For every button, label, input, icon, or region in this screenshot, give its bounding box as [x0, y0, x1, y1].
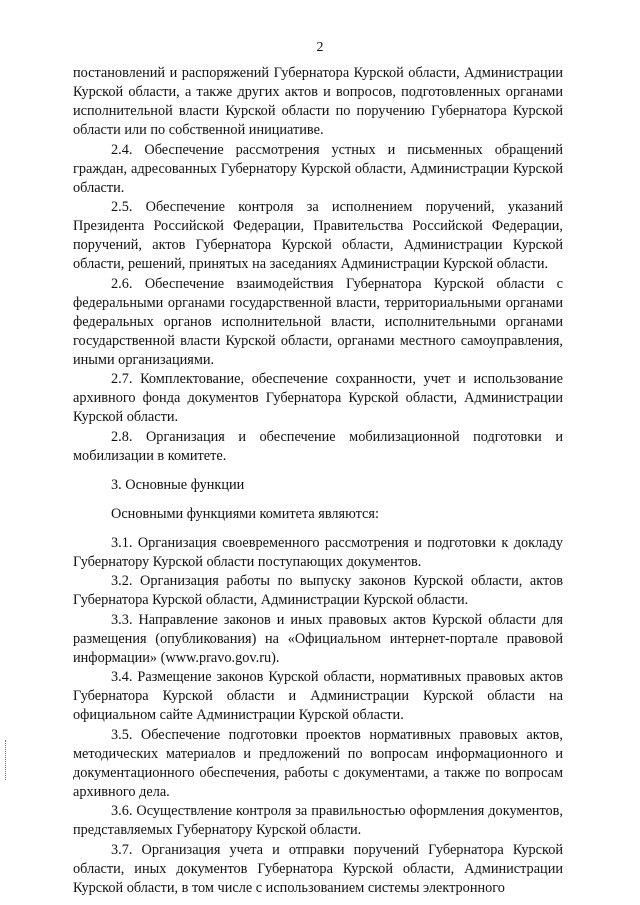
section-spacer — [73, 466, 563, 476]
function-3-1: 3.1. Организация своевременного рассмотрения и подготовки к докладу Губернатору Курской области поступающих документов. — [73, 534, 563, 570]
paragraph-2-7: 2.7. Комплектование, обеспечение сохранности, учет и использование архивного фонда документов Губернатора Курской области, Администрации Курской области. — [73, 371, 563, 425]
section-heading: 3. Основные функции — [111, 476, 245, 493]
function-3-3: 3.3. Направление законов и иных правовых актов Курской области для размещения (опубликования) на «Официальном интернет-портале правовой информации» (www.pravo.gov.ru). — [73, 611, 563, 666]
section-intro: Основными функциями комитета являются: — [111, 505, 379, 522]
function-3-6: 3.6. Осуществление контроля за правильностью оформления документов, представляемых Губернатору Курской области. — [73, 803, 563, 838]
section-spacer — [73, 524, 563, 534]
paragraph-2-5: 2.5. Обеспечение контроля за исполнением поручений, указаний Президента Российской Федерации, Правительства Российской Федерации, поручений, актов Губернатора Курской области, Администрации Курской области, решений, принятых на заседаниях Администрации Курской области. — [73, 199, 563, 272]
paragraph-2-8: 2.8. Организация и обеспечение мобилизационной подготовки и мобилизации в комитете. — [73, 428, 563, 464]
function-3-2: 3.2. Организация работы по выпуску законов Курской области, актов Губернатора Курской области, Администрации Курской области. — [73, 573, 563, 608]
function-3-7: 3.7. Организация учета и отправки поручений Губернатора Курской области, иных документов Губернатора Курской области, Администрации Курской области, в том числе с использованием системы электронного — [73, 841, 563, 896]
function-3-4: 3.4. Размещение законов Курской области, нормативных правовых актов Губернатора Курской области и Администрации Курской области на официальном сайте Администрации Курской области. — [73, 669, 563, 723]
scan-edge-mark — [5, 740, 7, 780]
section-spacer — [73, 495, 563, 505]
document-body — [73, 64, 563, 898]
page-number: 2 — [316, 40, 324, 55]
function-3-5: 3.5. Обеспечение подготовки проектов нормативных правовых актов, методических материалов и предложений по вопросам информационного и документационного обеспечения, работы с документами, а также по вопросам архивного дела. — [73, 726, 563, 800]
paragraph-2-4: 2.4. Обеспечение рассмотрения устных и письменных обращений граждан, адресованных Губернатору Курской области, Администрации Курской области. — [73, 141, 563, 196]
paragraph-continuation: постановлений и распоряжений Губернатора Курской области, Администрации Курской области, а также других актов и вопросов, подготовленных органами исполнительной власти Курской области по поручению Губернатора Курской области или по собственной инициативе. — [73, 65, 563, 138]
paragraph-2-6: 2.6. Обеспечение взаимодействия Губернатора Курской области с федеральными органами государственной власти, территориальными органами федеральных органов исполнительной власти, исполнительными органами государственной власти Курской области, органами местного самоуправления, иными организациями. — [73, 275, 563, 368]
